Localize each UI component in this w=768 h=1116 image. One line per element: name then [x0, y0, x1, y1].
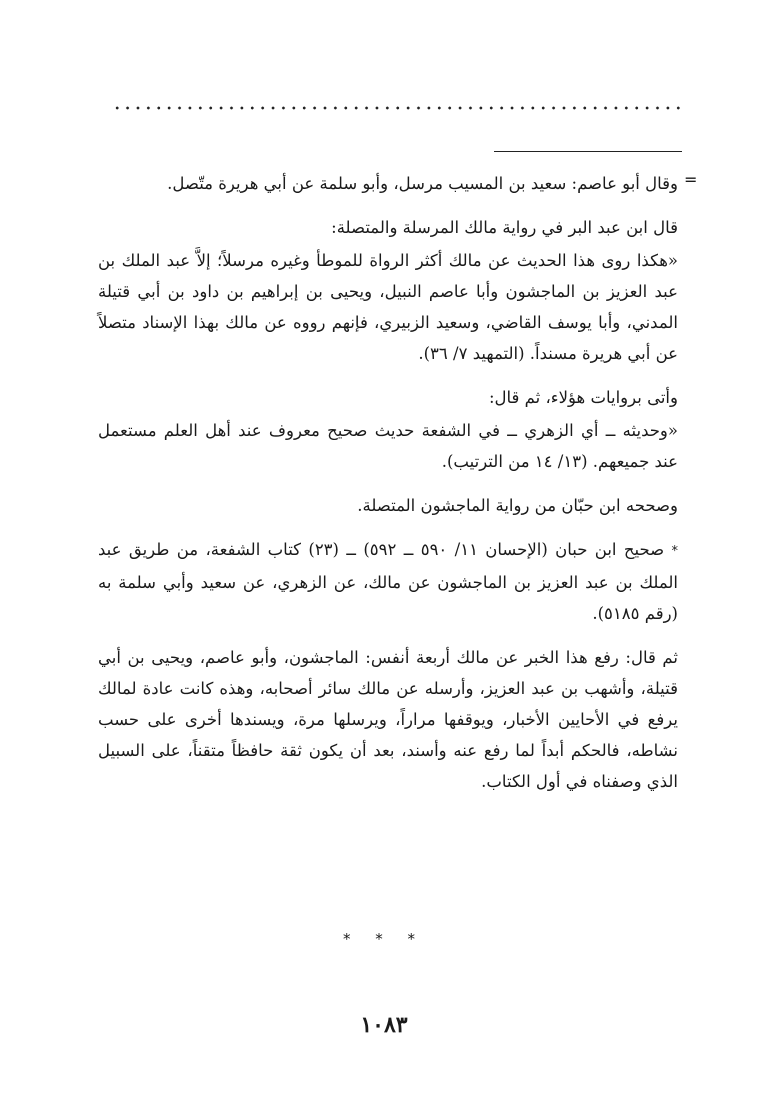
citation-text: صحيح ابن حبان (الإحسان ١١/ ٥٩٠ ــ ٥٩٢) ــ (٢٣) كتاب الشفعة، من طريق عبد الملك بن عبد العزيز بن الماجشون عن مالك، عن الزهري، عن سعيد وأبي سلمة به (رقم ٥١٨٥).: [98, 540, 678, 623]
paragraph-ibn-hibban-citation: [98, 534, 678, 629]
dotted-divider: [112, 103, 684, 113]
paragraph-abu-asim: وقال أبو عاصم: سعيد بن المسيب مرسل، وأبو سلمة عن أبي هريرة متّصل.: [167, 174, 678, 193]
page-number: ١٠٨٣: [360, 1012, 408, 1038]
section-separator: * * *: [342, 930, 426, 948]
footnote-text: [98, 168, 678, 810]
paragraph-zuhri-quote: «وحديثه ــ أي الزهري ــ في الشفعة حديث صحيح معروف عند أهل العلم مستعمل عند جميعهم. (١٣/ ١٤ من الترتيب).: [98, 421, 678, 471]
paragraph-ibn-hibban-comment: ثم قال: رفع هذا الخبر عن مالك أربعة أنفس: الماجشون، وأبو عاصم، ويحيى بن أبي قتيلة، وأشهب بن عبد العزيز، وأرسله عن مالك سائر أصحابه، وهذه كانت عادة لمالك يرفع في الأحايين الأخبار، ويوقفها مراراً، ويرسلها مرة، ويسندها أخرى على حسب نشاطه، فالحكم أبداً لما رفع عنه وأسند، بعد أن يكون ثقة حافظاً متقناً، على السبيل الذي وصفناه في أول الكتاب.: [98, 648, 678, 791]
paragraph-tamhid-quote: «هكذا روى هذا الحديث عن مالك أكثر الرواة للموطأ وغيره مرسلاً؛ إلاَّ عبد الملك بن عبد العزيز بن الماجشون وأبا عاصم النبيل، ويحيى بن إبراهيم بن داود بن أبي قتيلة المدني، وأبا يوسف القاضي، وسعيد الزبيري، فإنهم رووه عن مالك بهذا الإسناد متصلاً عن أبي هريرة مسنداً. (التمهيد ٧/ ٣٦).: [98, 251, 678, 363]
paragraph-transition: وأتى بروايات هؤلاء، ثم قال:: [488, 388, 678, 407]
paragraph-ibn-abd-al-barr-intro: قال ابن عبد البر في رواية مالك المرسلة والمتصلة:: [331, 218, 678, 237]
star-marker: *: [671, 544, 678, 559]
footnote-continuation-marker: =: [684, 170, 698, 189]
paragraph-ibn-hibban-note: وصححه ابن حبّان من رواية الماجشون المتصلة.: [357, 496, 678, 515]
footnote-rule: [494, 151, 682, 152]
